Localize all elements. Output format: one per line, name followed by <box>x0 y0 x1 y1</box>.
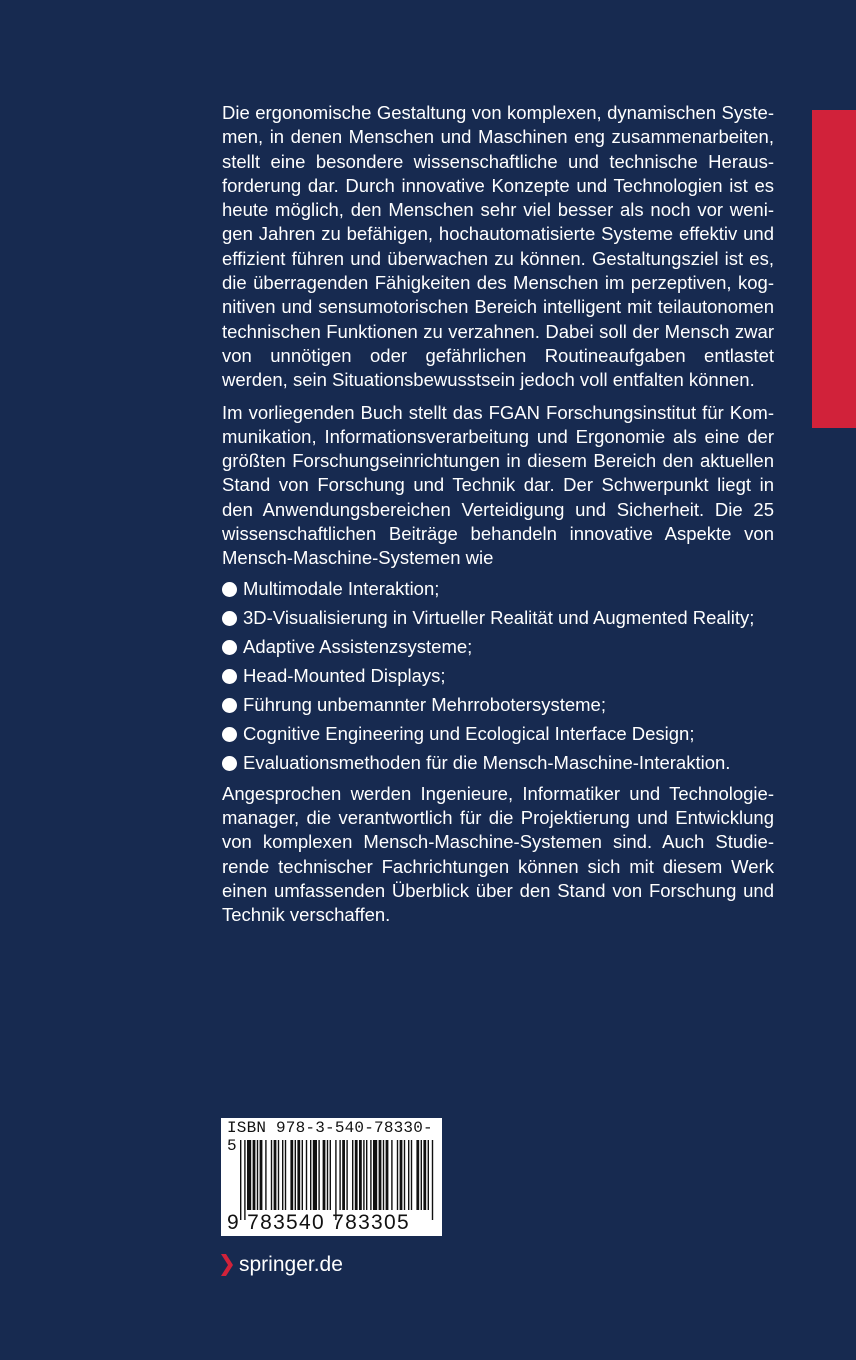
list-item: Head-Mounted Displays; <box>222 662 774 691</box>
paragraph-intro: Die ergonomische Gestaltung von komplexen, dynamischen Systemen, in denen Menschen und Maschinen eng zusammenarbeiten, stellt eine besondere wissenschaftliche und technische Herausforderung dar. Durch innovative Konzepte und Technologien ist es heute möglich, den Menschen sehr viel besser als noch vor wenigen Jahren zu befähigen, hochautomatisierte Systeme effektiv und effizient führen und überwachen zu können. Gestaltungsziel ist es, die überragenden Fähigkeiten des Menschen im perzeptiven, kognitiven und sensumotorischen Bereich intelligent mit teilautonomen technischen Funktionen zu verzahnen. Dabei soll der Mensch zwar von unnötigen oder gefährlichen Routineaufgaben entlastet werden, sein Situationsbewusstsein jedoch voll entfalten können. <box>222 102 774 391</box>
list-item: Adaptive Assistenzsysteme; <box>222 633 774 662</box>
list-item: Cognitive Engineering und Ecological Interface Design; <box>222 720 774 749</box>
paragraph-audience: Angesprochen werden Ingenieure, Informatiker und Technologiemanager, die verantwortlich für die Projektierung und Entwicklung von komplexen Mensch-Maschine-Systemen sind. Auch Studierende technischer Fachrichtungen können sich mit diesem Werk einen umfassenden Überblick über den Stand von Forschung und Technik verschaffen. <box>222 782 774 926</box>
isbn-barcode <box>221 1118 442 1236</box>
bullet-icon <box>222 698 237 713</box>
list-item: Evaluationsmethoden für die Mensch-Maschine-Interaktion. <box>222 749 774 778</box>
bullet-icon <box>222 611 237 626</box>
topic-list <box>222 575 774 778</box>
isbn-text: ISBN 978-3-540-78330-5 <box>227 1119 433 1155</box>
bullet-icon <box>222 727 237 742</box>
list-item: 3D-Visualisierung in Virtueller Realität und Augmented Reality; <box>222 604 774 633</box>
barcode-digits: 9 783540 783305 <box>227 1211 410 1234</box>
publisher-url[interactable]: springer.de <box>239 1253 343 1276</box>
bullet-icon <box>222 582 237 597</box>
paragraph-book: Im vorliegenden Buch stellt das FGAN Forschungsinstitut für Kommunikation, Informationsverarbeitung und Ergonomie als eine der größten Forschungseinrichtungen in diesem Bereich den aktuellen Stand von Forschung und Technik dar. Der Schwerpunkt liegt in den Anwendungsbereichen Verteidigung und Sicherheit. Die 25 wissenschaftlichen Beiträge behandeln innovative Aspekte von Mensch-Maschine-Systemen wie <box>222 401 774 569</box>
bullet-icon <box>222 756 237 771</box>
bullet-icon <box>222 640 237 655</box>
red-spine-tab <box>812 110 856 428</box>
publisher-link[interactable] <box>221 1253 343 1277</box>
back-cover-text <box>222 101 774 935</box>
bullet-icon <box>222 669 237 684</box>
chevron-right-icon <box>221 1254 233 1276</box>
list-item: Multimodale Interaktion; <box>222 575 774 604</box>
list-item: Führung unbemannter Mehrrobotersysteme; <box>222 691 774 720</box>
